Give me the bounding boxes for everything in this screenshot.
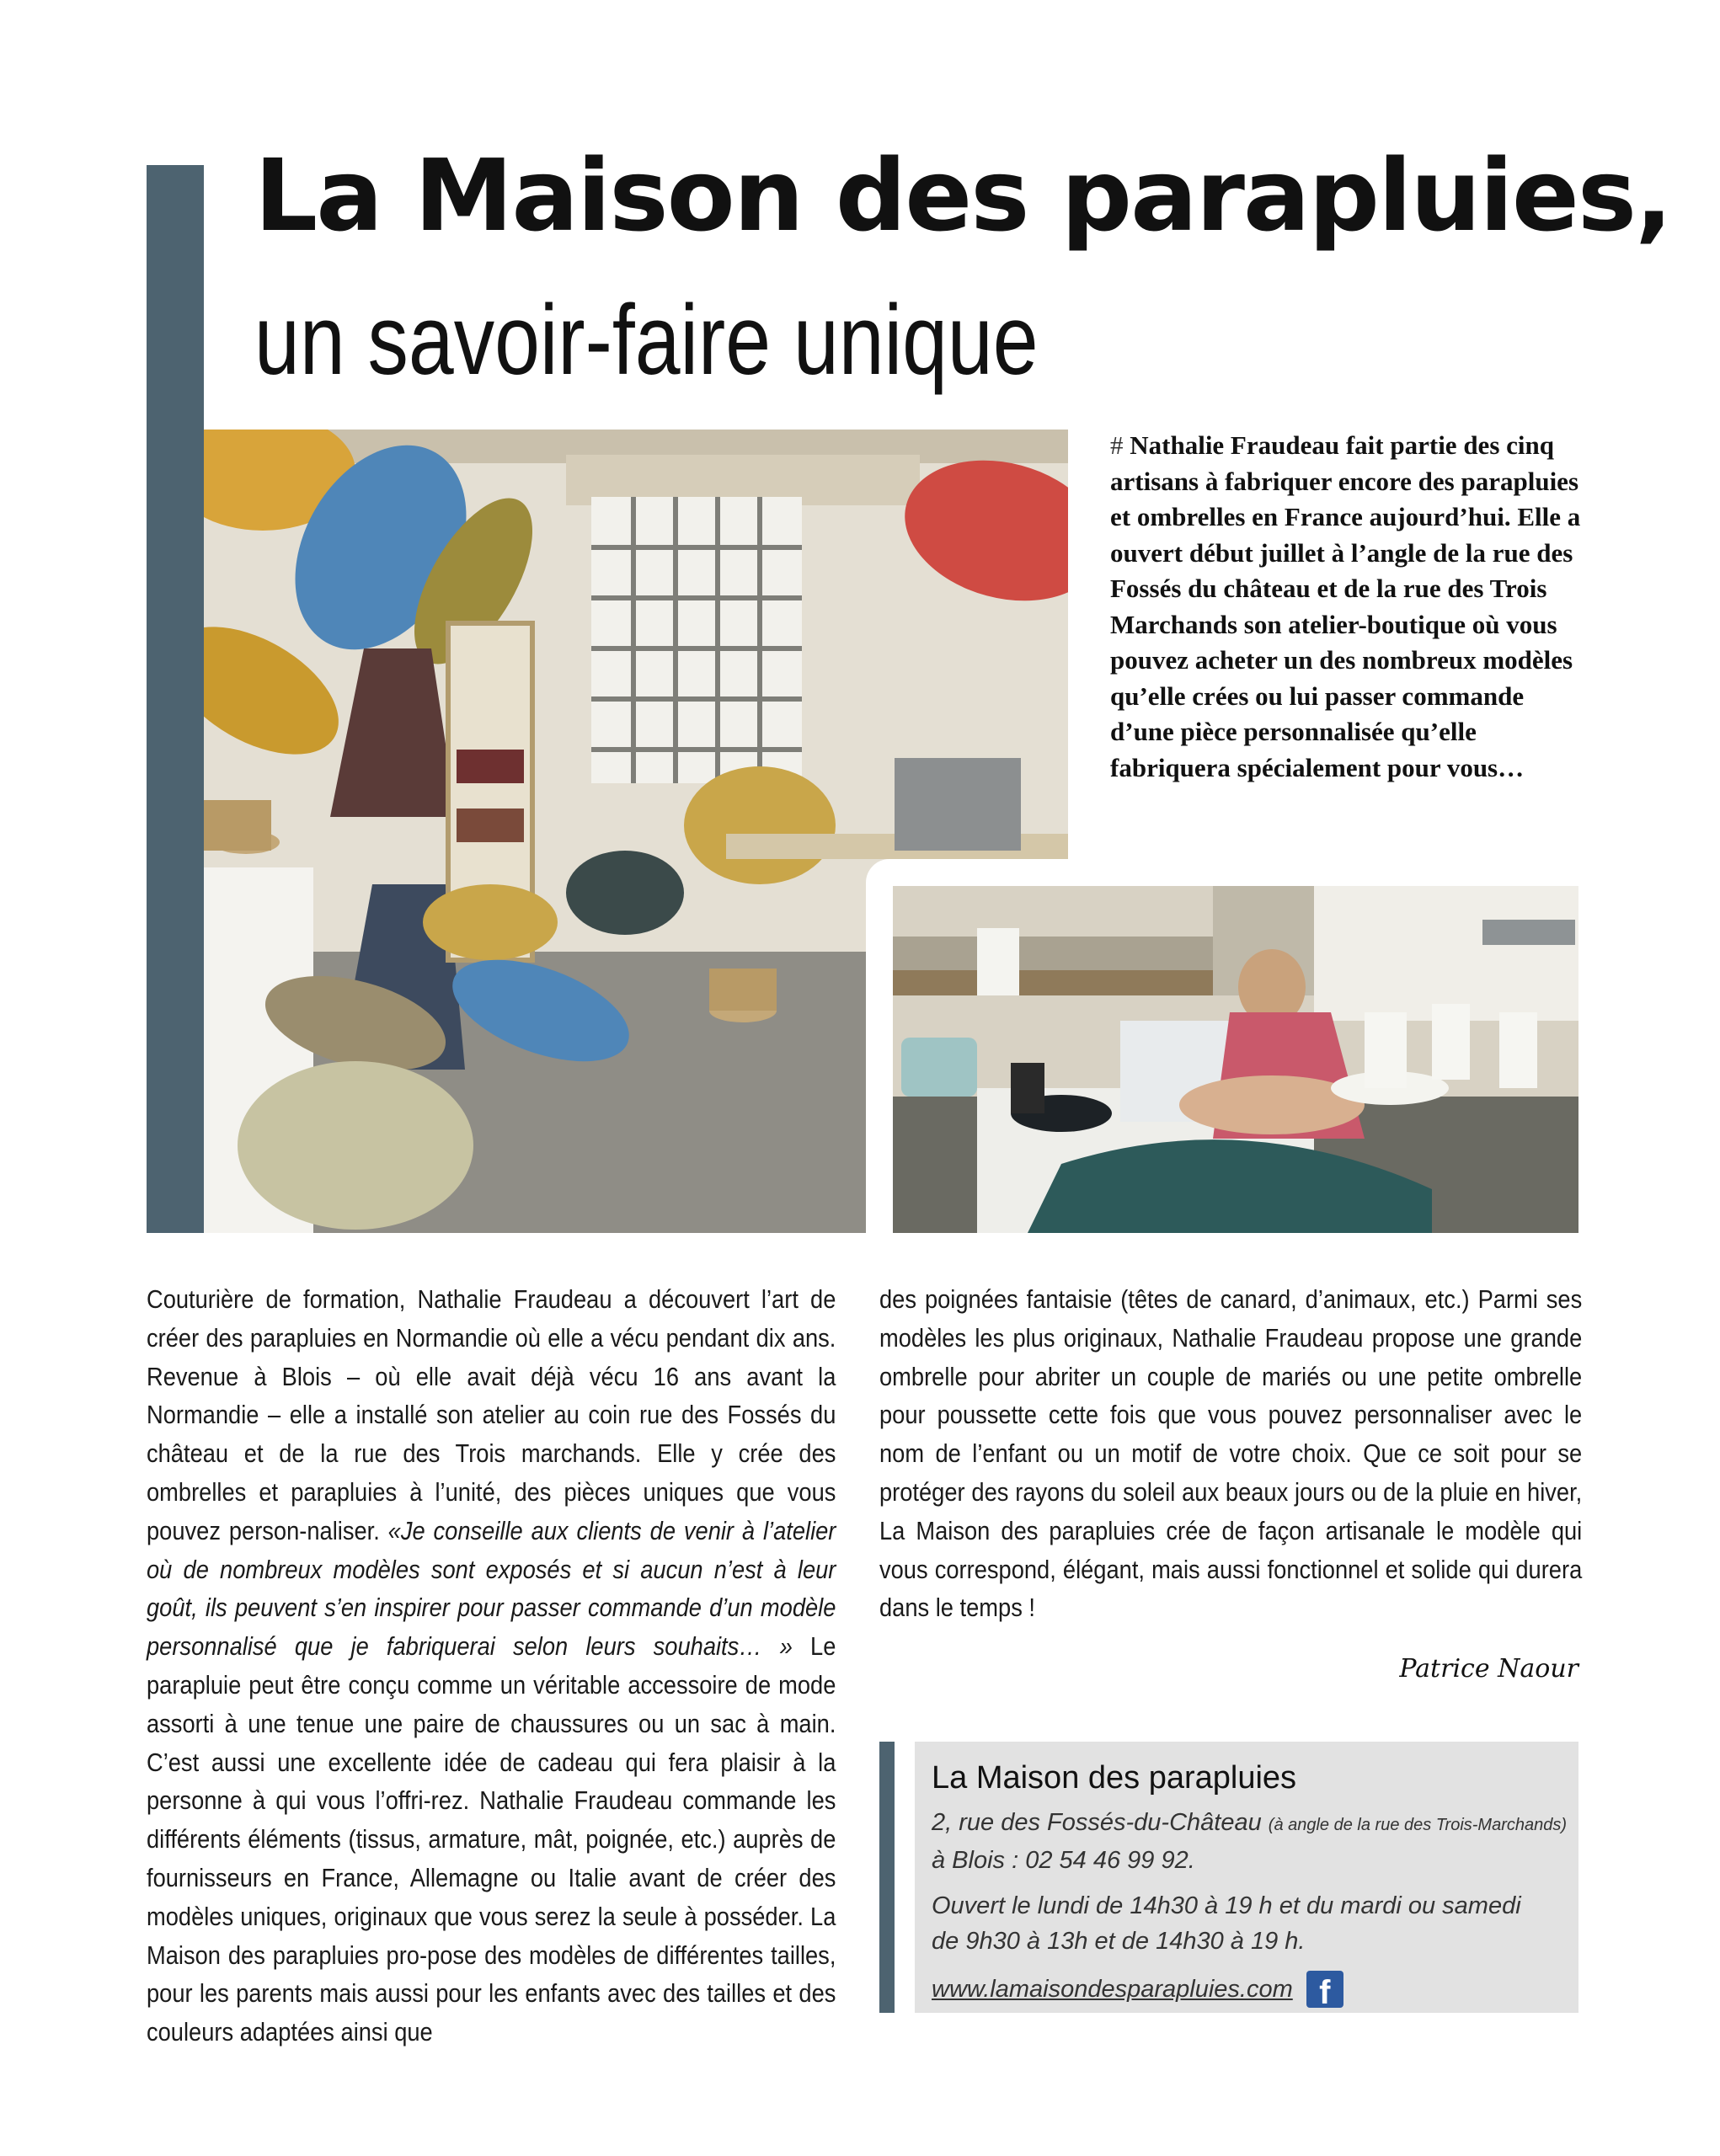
info-hours-1: Ouvert le lundi de 14h30 à 19 h et du mardi ou samedi	[932, 1892, 1521, 1919]
hash-mark: #	[1110, 430, 1124, 460]
author-signature: Patrice Naour	[1399, 1654, 1578, 1684]
info-hours-2: de 9h30 à 13h et de 14h30 à 19 h.	[932, 1928, 1306, 1955]
address-text: 2, rue des Fossés-du-Château	[932, 1809, 1262, 1836]
intro-text: Nathalie Fraudeau fait partie des cinq artisans à fabriquer encore des parapluies et ombrelles en France aujourd’hui. Elle a ouvert début juillet à l’angle de la rue des Fossés du château et de la rue des Trois Marchands son atelier-boutique où vous pouvez acheter un des nombreux modèles qu’elle crées ou lui passer commande d’une pièce personnalisée qu’elle fabriquera spécialement pour vous…	[1110, 430, 1581, 782]
body-text-3: des poignées fantaisie (têtes de canard, d’animaux, etc.) Parmi ses modèles les plus originaux, Nathalie Fraudeau propose une grande ombrelle pour abriter un couple de mariés ou une petite ombrelle pour poussette cette fois que vous pouvez personnaliser avec le nom de l’enfant ou un motif de votre choix. Que ce soit pour se protéger des rayons du soleil aux beaux jours ou de la pluie en hiver, La Maison des parapluies crée de façon artisanale le modèle qui vous correspond, élégant, mais aussi fonctionnel et solide qui durera dans le temps !	[879, 1284, 1583, 1623]
body-quote: «Je conseille aux clients de venir à l’atelier où de nombreux modèles sont exposés et si aucun n’est à leur goût, ils peuvent s’en inspirer pour passer commande d’un modèle personnalisé que je fabriquerai selon leurs souhaits… »	[147, 1515, 836, 1662]
page-title: La Maison des parapluies,	[254, 137, 1671, 253]
info-city-phone: à Blois : 02 54 46 99 92.	[932, 1847, 1195, 1874]
info-title: La Maison des parapluies	[932, 1760, 1297, 1796]
page-subtitle: un savoir-faire unique	[254, 285, 1039, 396]
body-text-2: Le parapluie peut être conçu comme un véritable accessoire de mode assorti à une tenue une paire de chaussures ou un sac à main. C’est aussi une excellente idée de cadeau qui fera plaisir à la personne à qui vous l’offri-rez. Nathalie Fraudeau commande les différents éléments (tissus, armature, mât, poignée, etc.) auprès de fournisseurs en France, Allemagne ou Italie avant de créer des modèles uniques, originaux que vous serez la seule à posséder. La Maison des parapluies pro-pose des modèles de différentes tailles, pour les parents mais aussi pour les enfants avec des tailles et des couleurs adaptées ainsi que	[147, 1631, 836, 2047]
address-note: (à angle de la rue des Trois-Marchands)	[1268, 1816, 1568, 1834]
body-text-1: Couturière de formation, Nathalie Fraudeau a découvert l’art de créer des parapluies en Normandie où elle a vécu pendant dix ans. Revenue à Blois – où elle avait déjà vécu 16 ans avant la Normandie – elle a installé son atelier au coin rue des Fossés du château et de la rue des Trois marchands. Elle y crée des ombrelles et parapluies à l’unité, des pièces uniques que vous pouvez person-naliser.	[147, 1284, 836, 1545]
website-link[interactable]: www.lamaisondesparapluies.com	[932, 1975, 1293, 2003]
info-box	[915, 1742, 1578, 2013]
body-column-right	[879, 1280, 1582, 1627]
facebook-icon[interactable]: f	[1306, 1971, 1343, 2008]
info-address	[932, 1805, 1568, 1843]
intro-paragraph	[1110, 428, 1582, 786]
body-column-left	[147, 1280, 836, 2052]
accent-bar	[147, 165, 204, 1233]
info-accent-bar	[879, 1742, 895, 2013]
artisan-sewing-photo	[893, 886, 1578, 1233]
info-website-row	[932, 1971, 1560, 2008]
